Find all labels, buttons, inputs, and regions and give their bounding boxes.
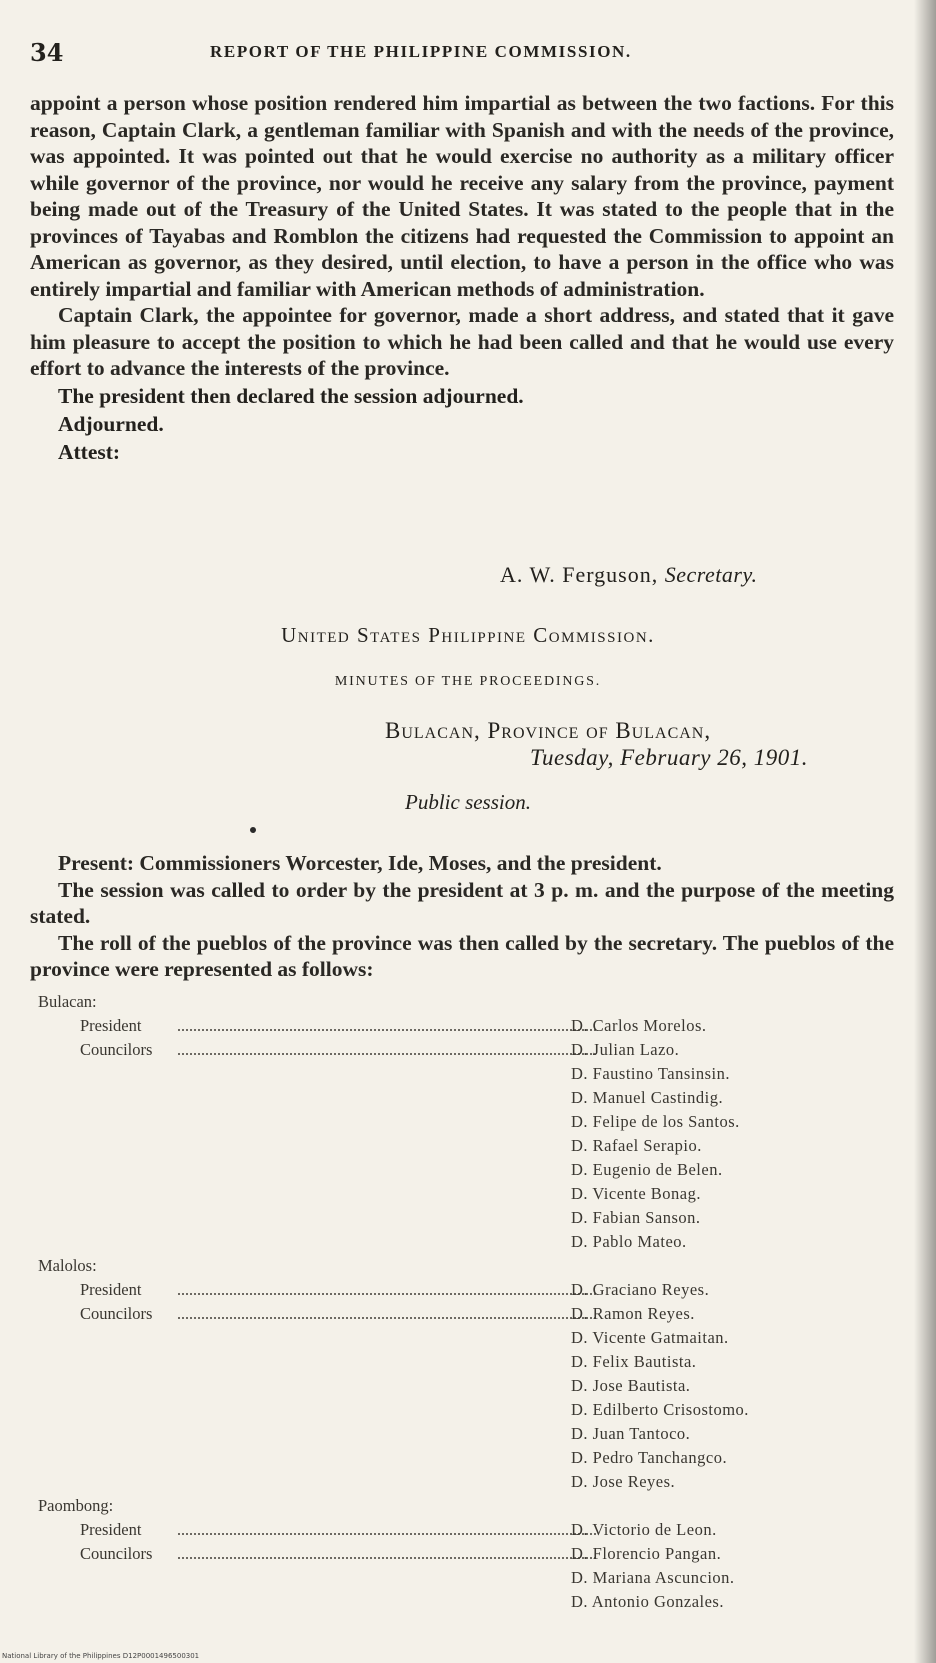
place-line: Bulacan, Province of Bulacan, [385,718,712,743]
roll-row [38,1350,898,1374]
member-name: D. Fabian Sanson. [571,1208,701,1227]
secretary-name: A. W. Ferguson, [500,562,659,587]
member-name: D. Vicente Gatmaitan. [571,1328,729,1347]
session-title: Public session. [405,790,531,814]
role-label: President [80,1280,142,1299]
paragraph: Captain Clark, the appointee for governor, made a short address, and stated that it gave him pleasure to accept the position to which he had been called and that he would use every effort to advance the interests of the province. [30,303,894,380]
date-line: Tuesday, February 26, 1901. [530,745,808,770]
roll-row [38,1326,898,1350]
role-label: Councilors [80,1304,153,1323]
paragraph: The session was called to order by the president at 3 p. m. and the purpose of the meeting stated. [30,877,894,928]
member-name: D. Felix Bautista. [571,1352,697,1371]
section-subheading: MINUTES OF THE PROCEEDINGS. [334,674,602,689]
pueblo-name: Malolos: [38,1256,97,1275]
page-header [30,38,890,72]
role-label: Councilors [80,1544,153,1563]
roll-row [38,1422,898,1446]
dot-leader [178,1029,596,1031]
signature-line [500,562,758,588]
paragraph: The president then declared the session adjourned. [58,383,524,408]
paragraph: appoint a person whose position rendered him impartial as between the two factions. For this reason, Captain Clark, a gentleman familiar with Spanish and with the needs of the province, was appointed. It was pointed out that he would exercise no authority as a military officer while governor of the province, nor would he receive any salary from the province, payment being made out of the Treasury of the United States. It was stated to the people that in the provinces of Tayabas and Romblon the citizens had requested the Commission to appoint an American as governor, as they desired, until election, to have a person in the office who was entirely impartial and familiar with American methods of administration. [30,91,894,301]
member-name: D. Florencio Pangan. [571,1544,722,1563]
roll-row [38,1062,898,1086]
role-label: President [80,1520,142,1539]
roll-row [38,1158,898,1182]
dot-leader [178,1053,596,1055]
pueblo-name: Paombong: [38,1496,114,1515]
roll-row [38,1566,898,1590]
roll-row [38,1038,898,1062]
roll-row [38,1278,898,1302]
roll-row [38,1518,898,1542]
roll-row [38,1206,898,1230]
member-name: D. Faustino Tansinsin. [571,1064,730,1083]
secretary-title: Secretary. [664,562,758,587]
section-heading: United States Philippine Commission. [281,623,655,647]
running-head: REPORT OF THE PHILIPPINE COMMISSION. [210,42,632,61]
roll-row [38,1398,898,1422]
page-number: 34 [30,38,64,67]
member-name: D. Felipe de los Santos. [571,1112,740,1131]
roll-row [38,1182,898,1206]
page-edge-shadow [914,0,936,1663]
paragraph: Present: Commissioners Worcester, Ide, Moses, and the president. [58,851,662,875]
member-name: D. Rafael Serapio. [571,1136,702,1155]
dot-leader [178,1293,596,1295]
member-name: D. Manuel Castindig. [571,1088,724,1107]
roll-row [38,1302,898,1326]
roll-of-pueblos [38,990,898,1614]
dot-leader [178,1317,596,1319]
member-name: D. Ramon Reyes. [571,1304,695,1323]
member-name: D. Carlos Morelos. [571,1016,707,1035]
member-name: D. Pedro Tanchangco. [571,1448,728,1467]
body-text-lower [30,850,894,983]
roll-row [38,1542,898,1566]
roll-row [38,1014,898,1038]
member-name: D. Vicente Bonag. [571,1184,702,1203]
dot-leader [178,1557,596,1559]
roll-row [38,1134,898,1158]
member-name: D. Antonio Gonzales. [571,1592,724,1611]
roll-row [38,1470,898,1494]
member-name: D. Graciano Reyes. [571,1280,710,1299]
role-label: Councilors [80,1040,153,1059]
roll-row [38,1230,898,1254]
member-name: D. Juan Tantoco. [571,1424,691,1443]
paragraph: The roll of the pueblos of the province was then called by the secretary. The pueblos of the province were represented as follows: [30,930,894,981]
roll-row [38,1086,898,1110]
member-name: D. Eugenio de Belen. [571,1160,723,1179]
roll-row [38,1110,898,1134]
member-name: D. Pablo Mateo. [571,1232,687,1251]
member-name: D. Jose Bautista. [571,1376,691,1395]
member-name: D. Victorio de Leon. [571,1520,717,1539]
role-label: President [80,1016,142,1035]
paragraph: Attest: [58,439,121,464]
roll-row [38,1590,898,1614]
pueblo-name: Bulacan: [38,992,97,1011]
body-text-upper [30,90,894,466]
member-name: D. Edilberto Crisostomo. [571,1400,749,1419]
roll-row [38,1374,898,1398]
paragraph: Adjourned. [58,411,164,436]
ink-speck [250,827,256,833]
dot-leader [178,1533,596,1535]
member-name: D. Mariana Ascuncion. [571,1568,735,1587]
roll-row [38,1446,898,1470]
member-name: D. Jose Reyes. [571,1472,676,1491]
scan-footer: National Library of the Philippines D12P0001496500301 [2,1652,200,1660]
member-name: D. Julian Lazo. [571,1040,680,1059]
